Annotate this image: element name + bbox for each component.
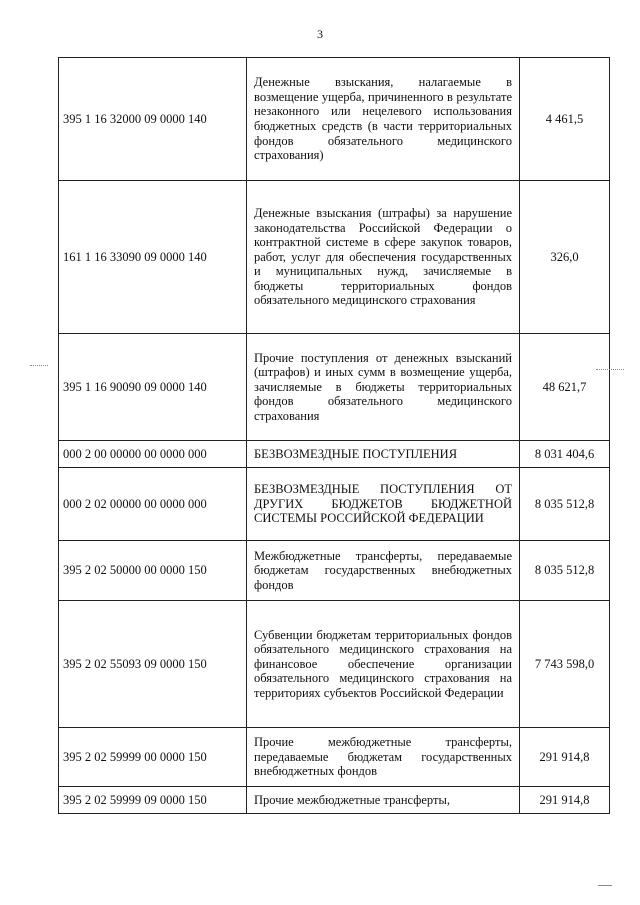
revenue-name-cell: Субвенции бюджетам территориальных фондов обязательного медицинского страхования на финансовое обеспечение организации обязательного медицинского страхования на территориях субъектов Российской Федерации — [247, 601, 520, 728]
amount-cell: 8 031 404,6 — [520, 441, 610, 468]
table-row — [59, 334, 610, 441]
table-row — [59, 468, 610, 541]
budget-code-cell: 395 1 16 90090 09 0000 140 — [59, 334, 247, 441]
table-row — [59, 728, 610, 787]
table-row — [59, 58, 610, 181]
scan-artifact-right — [596, 369, 624, 371]
revenue-name-cell: Межбюджетные трансферты, передаваемые бюджетам государственных внебюджетных фондов — [247, 541, 520, 601]
amount-cell: 291 914,8 — [520, 728, 610, 787]
amount-cell: 326,0 — [520, 181, 610, 334]
scan-artifact-bottom — [598, 885, 612, 887]
budget-code-cell: 000 2 02 00000 00 0000 000 — [59, 468, 247, 541]
budget-code-cell: 395 2 02 59999 00 0000 150 — [59, 728, 247, 787]
revenue-name-cell: Прочие межбюджетные трансферты, — [247, 787, 520, 814]
budget-code-cell: 161 1 16 33090 09 0000 140 — [59, 181, 247, 334]
table-row — [59, 601, 610, 728]
revenue-name-cell: Прочие поступления от денежных взысканий (штрафов) и иных сумм в возмещение ущерба, зачисляемые в бюджеты территориальных фондов обязательного медицинского страхования — [247, 334, 520, 441]
scan-artifact-left — [30, 365, 48, 367]
table-row — [59, 787, 610, 814]
amount-cell: 8 035 512,8 — [520, 541, 610, 601]
revenue-name-cell: БЕЗВОЗМЕЗДНЫЕ ПОСТУПЛЕНИЯ ОТ ДРУГИХ БЮДЖЕТОВ БЮДЖЕТНОЙ СИСТЕМЫ РОССИЙСКОЙ ФЕДЕРАЦИИ — [247, 468, 520, 541]
revenue-name-cell: БЕЗВОЗМЕЗДНЫЕ ПОСТУПЛЕНИЯ — [247, 441, 520, 468]
amount-cell: 4 461,5 — [520, 58, 610, 181]
revenue-name-cell: Денежные взыскания (штрафы) за нарушение законодательства Российской Федерации о контрактной системе в сфере закупок товаров, работ, услуг для обеспечения государственных и муниципальных нужд, зачисляемые в бюджеты территориальных фондов обязательного медицинского страхования — [247, 181, 520, 334]
amount-cell: 8 035 512,8 — [520, 468, 610, 541]
revenue-table — [58, 57, 610, 814]
table-row — [59, 541, 610, 601]
page-number: 3 — [317, 27, 323, 41]
budget-code-cell: 395 1 16 32000 09 0000 140 — [59, 58, 247, 181]
revenue-name-cell: Денежные взыскания, налагаемые в возмещение ущерба, причиненного в результате незаконного или нецелевого использования бюджетных средств (в части территориальных фондов обязательного медицинского страхования) — [247, 58, 520, 181]
table-row — [59, 181, 610, 334]
amount-cell: 291 914,8 — [520, 787, 610, 814]
budget-code-cell: 000 2 00 00000 00 0000 000 — [59, 441, 247, 468]
budget-code-cell: 395 2 02 55093 09 0000 150 — [59, 601, 247, 728]
budget-code-cell: 395 2 02 50000 00 0000 150 — [59, 541, 247, 601]
amount-cell: 7 743 598,0 — [520, 601, 610, 728]
table-row — [59, 441, 610, 468]
budget-code-cell: 395 2 02 59999 09 0000 150 — [59, 787, 247, 814]
amount-cell: 48 621,7 — [520, 334, 610, 441]
revenue-name-cell: Прочие межбюджетные трансферты, передаваемые бюджетам государственных внебюджетных фондов — [247, 728, 520, 787]
